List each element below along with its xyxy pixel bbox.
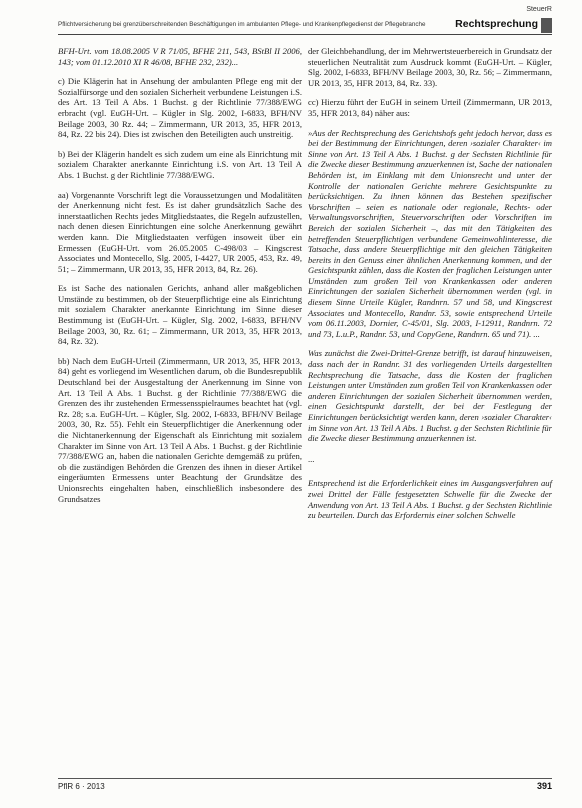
left-column xyxy=(58,46,302,513)
paragraph: cc) Hierzu führt der EuGH in seinem Urteil (Zimmermann, UR 2013, 35, HFR 2013, 84) näher aus: xyxy=(308,97,552,118)
quote-paragraph: Was zunächst die Zwei-Drittel-Grenze betrifft, ist darauf hinzuweisen, dass nach der in Randnr. 31 des vorliegenden Urteils dargestellten Rechtsprechung die Tatsache, dass die Kosten der fraglichen Leistungen unter Umständen zum großen Teil von Krankenkassen oder anderen Einrichtungen der sozialen Sicherheit übernommen werden, einen Gesichtspunkt darstellt, der bei der Festlegung der Einrichtungen berücksichtigt werden kann, deren ›sozialer Charakter‹ im Sinne von Art. 13 Teil A Abs. 1 Buchst. g der Sechsten Richtlinie für die Zwecke dieser Bestimmung anzuerkennen ist. xyxy=(308,348,552,444)
running-title: Pflichtversicherung bei grenzüberschreitenden Beschäftigungen im ambulanten Pflege- und Krankenpflegedienst der Pflegebranche xyxy=(58,21,426,28)
page-footer xyxy=(58,778,552,793)
page-header xyxy=(58,18,552,35)
right-column xyxy=(308,46,552,530)
paragraph: bb) Nach dem EuGH-Urteil (Zimmermann, UR 2013, 35, HFR 2013, 84) geht es vorliegend im Wesentlichen darum, ob die Bundesrepublik Deutschland bei der Ausgestaltung der Anerkennung im Sinne von Art. 13 Teil A Abs. 1 Buchst. g der Richtlinie 77/388/EWG die Grenzen des ihr zustehenden Ermessensspielraumes beachtet hat (vgl. Rz. 28; s.a. EuGH-Urt. – Kügler, Slg. 2002, I-6833, BFH/NV Beilage 2003, 30, Rz. 55). Fehlt ein Steuerpflichtiger die Anerkennung oder die Nichtanerkennung der Eigenschaft als Einrichtung mit sozialem Charakter im Sinne von Art. 13 Teil A Abs. 1 Buchst. g der Richtlinie 77/388/EWG an, haben die nationalen Gerichte demgemäß zu prüfen, ob die zuständigen Behörden die Grenzen des ihnen in dieser Artikel eingeräumten Ermessens unter Beachtung der Grundsätze des Unionsrechts eingehalten haben, einschließlich insbesondere des Grundsatzes xyxy=(58,355,302,504)
quote-paragraph: »Aus der Rechtsprechung des Gerichtshofs geht jedoch hervor, dass es bei der Bestimmung der Einrichtungen, deren ›sozialer Charakter‹ im Sinne von Art. 13 Teil A Abs. 1 Buchst. g der Sechsten Richtlinie für die Zwecke dieser Bestimmung anzuerkennen ist, Sache der nationalen Behörden ist, im Einklang mit dem Unionsrecht und unter der Kontrolle der nationalen Gerichte mehrere Gesichtspunkte zu berücksichtigen. Zu ihnen können das Bestehen spezifischer Vorschriften – seien es nationale oder regionale, Rechts- oder Verwaltungsvorschriften, Steuervorschriften oder Vorschriften im Bereich der sozialen Sicherheit –, das mit den Tätigkeiten des betreffenden Steuerpflichtigen verbundene Gemeinwohlinteresse, die Tatsache, dass andere Steuerpflichtige mit den gleichen Tätigkeiten bereits in den Genuss einer ähnlichen Anerkennung kommen, und der Gesichtspunkt zählen, dass die Kosten der fraglichen Leistungen unter Umständen zum großen Teil von Krankenkassen oder anderen Einrichtungen der sozialen Sicherheit übernommen werden (vgl. in diesem Sinne Urteile Kügler, Randnrn. 57 und 58, und Kingscrest Associates und Montecello, Randnr. 53, sowie entsprechend Urteile vom 06.11.2003, Dornier, C-45/01, Slg. 2003, I-12911, Randnrn. 72 und 73, L.u.P., Randnr. 53, und CopyGene, Randnrn. 65 und 71). ... xyxy=(308,127,552,339)
section-title: Rechtsprechung xyxy=(455,18,538,30)
category-label: SteuerR xyxy=(526,6,552,13)
paragraph: aa) Vorgenannte Vorschrift legt die Voraussetzungen und Modalitäten der Anerkennung nicht fest. Es ist daher grundsätzlich Sache des innerstaatlichen Rechts jedes Mitgliedstaates, die Regeln aufzustellen, nach denen diesen Einrichtungen eine solche Anerkennung gewährt werden kann. Die Mitgliedstaaten verfügen insoweit über ein Ermessen (EuGH-Urt. vom 26.05.2005 C-498/03 – Kingscrest Associates und Montecello, Slg. 2005, I-4427, UR 2005, 453, Rz. 49, 51; – Zimmermann, UR 2013, 35, HFR 2013, 84, Rz. 26). xyxy=(58,189,302,274)
paragraph: c) Die Klägerin hat in Ansehung der ambulanten Pflege eng mit der Sozialfürsorge und den sozialen Sicherheit verbundene Leistungen i.S. des Art. 13 Teil A Abs. 1 Buchst. g der Richtlinie 77/388/EWG erbracht (vgl. EuGH-Urt. – Kügler in Slg. 2002, I-6833, BFH/NV Beilage 2003, 30 Rz. 44; – Zimmermann, UR 2013, 35, HFR 2013, 84, Rz. 22 bis 24). Dies ist zwischen den Beteiligten auch unstreitig. xyxy=(58,76,302,140)
paragraph: der Gleichbehandlung, der im Mehrwertsteuerbereich in Grundsatz der steuerlichen Neutralität zum Ausdruck kommt (EuGH-Urt. – Kügler, Slg. 2002, I-6833, BFH/NV Beilage 2003, 30, Rz. 56; – Zimmermann, UR 2013, 35, HFR 2013, 84, Rz. 33). xyxy=(308,46,552,88)
ellipsis: ... xyxy=(308,453,315,464)
paragraph: b) Bei der Klägerin handelt es sich zudem um eine als Einrichtung mit sozialem Charakter anerkannte Einrichtung i.S. von Art. 13 Teil A Abs. 1 Buchst. g der Richtlinie 77/388/EWG. xyxy=(58,148,302,180)
journal-issue: PflR 6 · 2013 xyxy=(58,782,105,791)
quote-paragraph: Entsprechend ist die Erforderlichkeit eines im Ausgangsverfahren auf zwei Drittel der Fälle festgesetzten Schwelle für die Zwecke der Anwendung von Art. 13 Teil A Abs. 1 Buchst. g der Sechsten Richtlinie zu beurteilen. Durch das Erfordernis einer solchen Schwelle xyxy=(308,478,552,521)
paragraph: Es ist Sache des nationalen Gerichts, anhand aller maßgeblichen Umstände zu bestimmen, ob der Steuerpflichtige eine als Einrichtung mit sozialem Charakter anerkannte Einrichtung im Sinne dieser Bestimmung ist (EuGH-Urt. – Kügler, Slg. 2002, I-6833, BFH/NV Beilage 2003, 30, Rz. 61; – Zimmermann, UR 2013, 35, HFR 2013, 84, Rz. 32). xyxy=(58,283,302,347)
section-marker xyxy=(541,18,552,33)
page-number: 391 xyxy=(536,781,552,791)
paragraph: BFH-Urt. vom 18.08.2005 V R 71/05, BFHE 211, 543, BStBl II 2006, 143; vom 01.12.2010 XI R 46/08, BFHE 232, 232)... xyxy=(58,46,302,67)
